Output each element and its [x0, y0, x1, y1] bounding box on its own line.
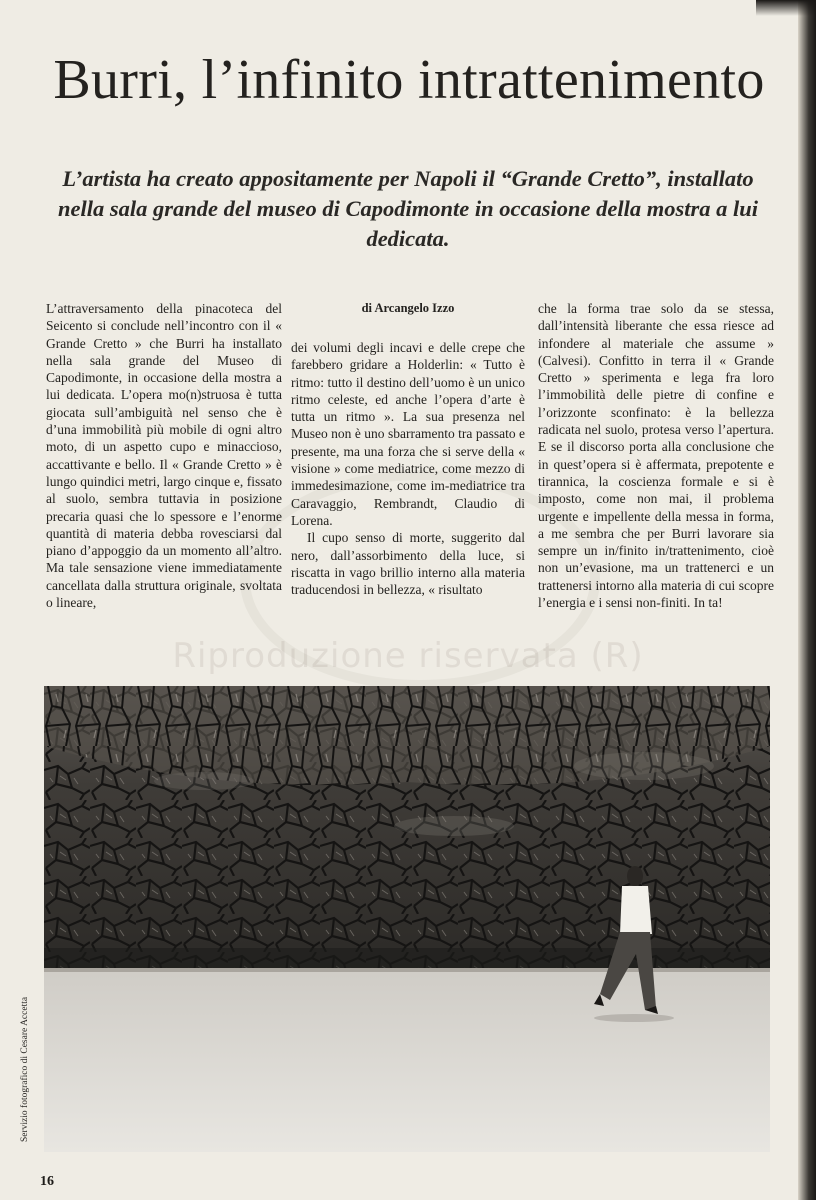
column-1-paragraph: L’attraversamento della pinacoteca del Seicento si conclude nell’incontro con il « Grande Cretto » che Burri ha installato nella sala grande del Museo di Capodimonte, in occasione della mostra a lui dedicata. L’opera mo(n)struosa è tutta giocata sull’ambiguità nel senso che è d’una immobilità più mobile di ogni altro moto, di un aspetto cupo e minaccioso, accattivante e bello. Il « Grande Cretto » è lungo quindici metri, largo cinque e, fissato al suolo, sembra tuttavia in posizione precaria quasi che lo spessore e l’enorme quantità di materia debba rovesciarsi dal piano d’appoggio da un momento all’altro. Ma tale sensazione viene immediatamente cancellata dalla struttura originale, svoltata o lineare,	[46, 301, 282, 611]
article-title: Burri, l’infinito intrattenimento	[53, 49, 765, 111]
watermark-text: Riproduzione riservata (R)	[172, 636, 644, 676]
article-subtitle: L’artista ha creato appositamente per Napoli il “Grande Cretto”, installato nella sala grande del museo di Capodimonte in occasione della mostra a lui dedicata.	[57, 166, 759, 251]
column-2-paragraph-1: dei volumi degli incavi e delle crepe che farebbero gridare a Holderlin: « Tutto è ritmo: tutto il destino dell’uomo è un unico ritmo celeste, ed anche l’opera d’arte è tutta un ritmo ». La sua presenza nel Museo non è uno sbarramento tra passato e presente, ma una forza che si serve della « visione » come mediatrice, come mezzo di immedesimazione, come im-mediatrice tra Caravaggio, Rembrandt, Claudio di Lorena.	[291, 340, 525, 528]
page-corner-shadow	[756, 0, 816, 16]
text-column-3	[538, 300, 774, 611]
column-3-paragraph: che la forma trae solo da se stessa, dall’intensità liberante che essa riesce ad infondere al materiale che assume » (Calvesi). Confitto in terra il « Grande Cretto » sperimenta e lega fra loro l’immobilità delle pietre di confine e l’orizzonte sconfinato: è la bellezza radicata nel suolo, protesa verso l’apertura. E se il discorso porta alla conclusione che in quest’opera si è affermata, prepotente e tirannica, la coscienza formale e si è imposto, come non mai, il problema urgente e impellente della messa in forma, a me sembra che per Burri lavorare sia sempre un in/finito in/trattenimento, cioè non un’evasione, ma un trattenerci e un trattenersi intorno alla materia di cui scopre l’energia e i sensi non-finiti. In ta!	[538, 301, 774, 611]
text-column-2	[291, 300, 525, 598]
grande-cretto-photo	[44, 686, 770, 1152]
page-edge-shadow	[798, 0, 816, 1200]
byline: di Arcangelo Izzo	[361, 301, 455, 315]
photo-credit: Servizio fotografico di Cesare Accetta	[20, 996, 30, 1142]
text-column-1	[46, 300, 282, 611]
column-2-paragraph-2: Il cupo senso di morte, suggerito dal nero, dall’assorbimento della luce, si riscatta in vago brillio interno alla materia traducendosi in bellezza, « risultato	[291, 530, 525, 598]
page-number: 16	[40, 1174, 54, 1189]
